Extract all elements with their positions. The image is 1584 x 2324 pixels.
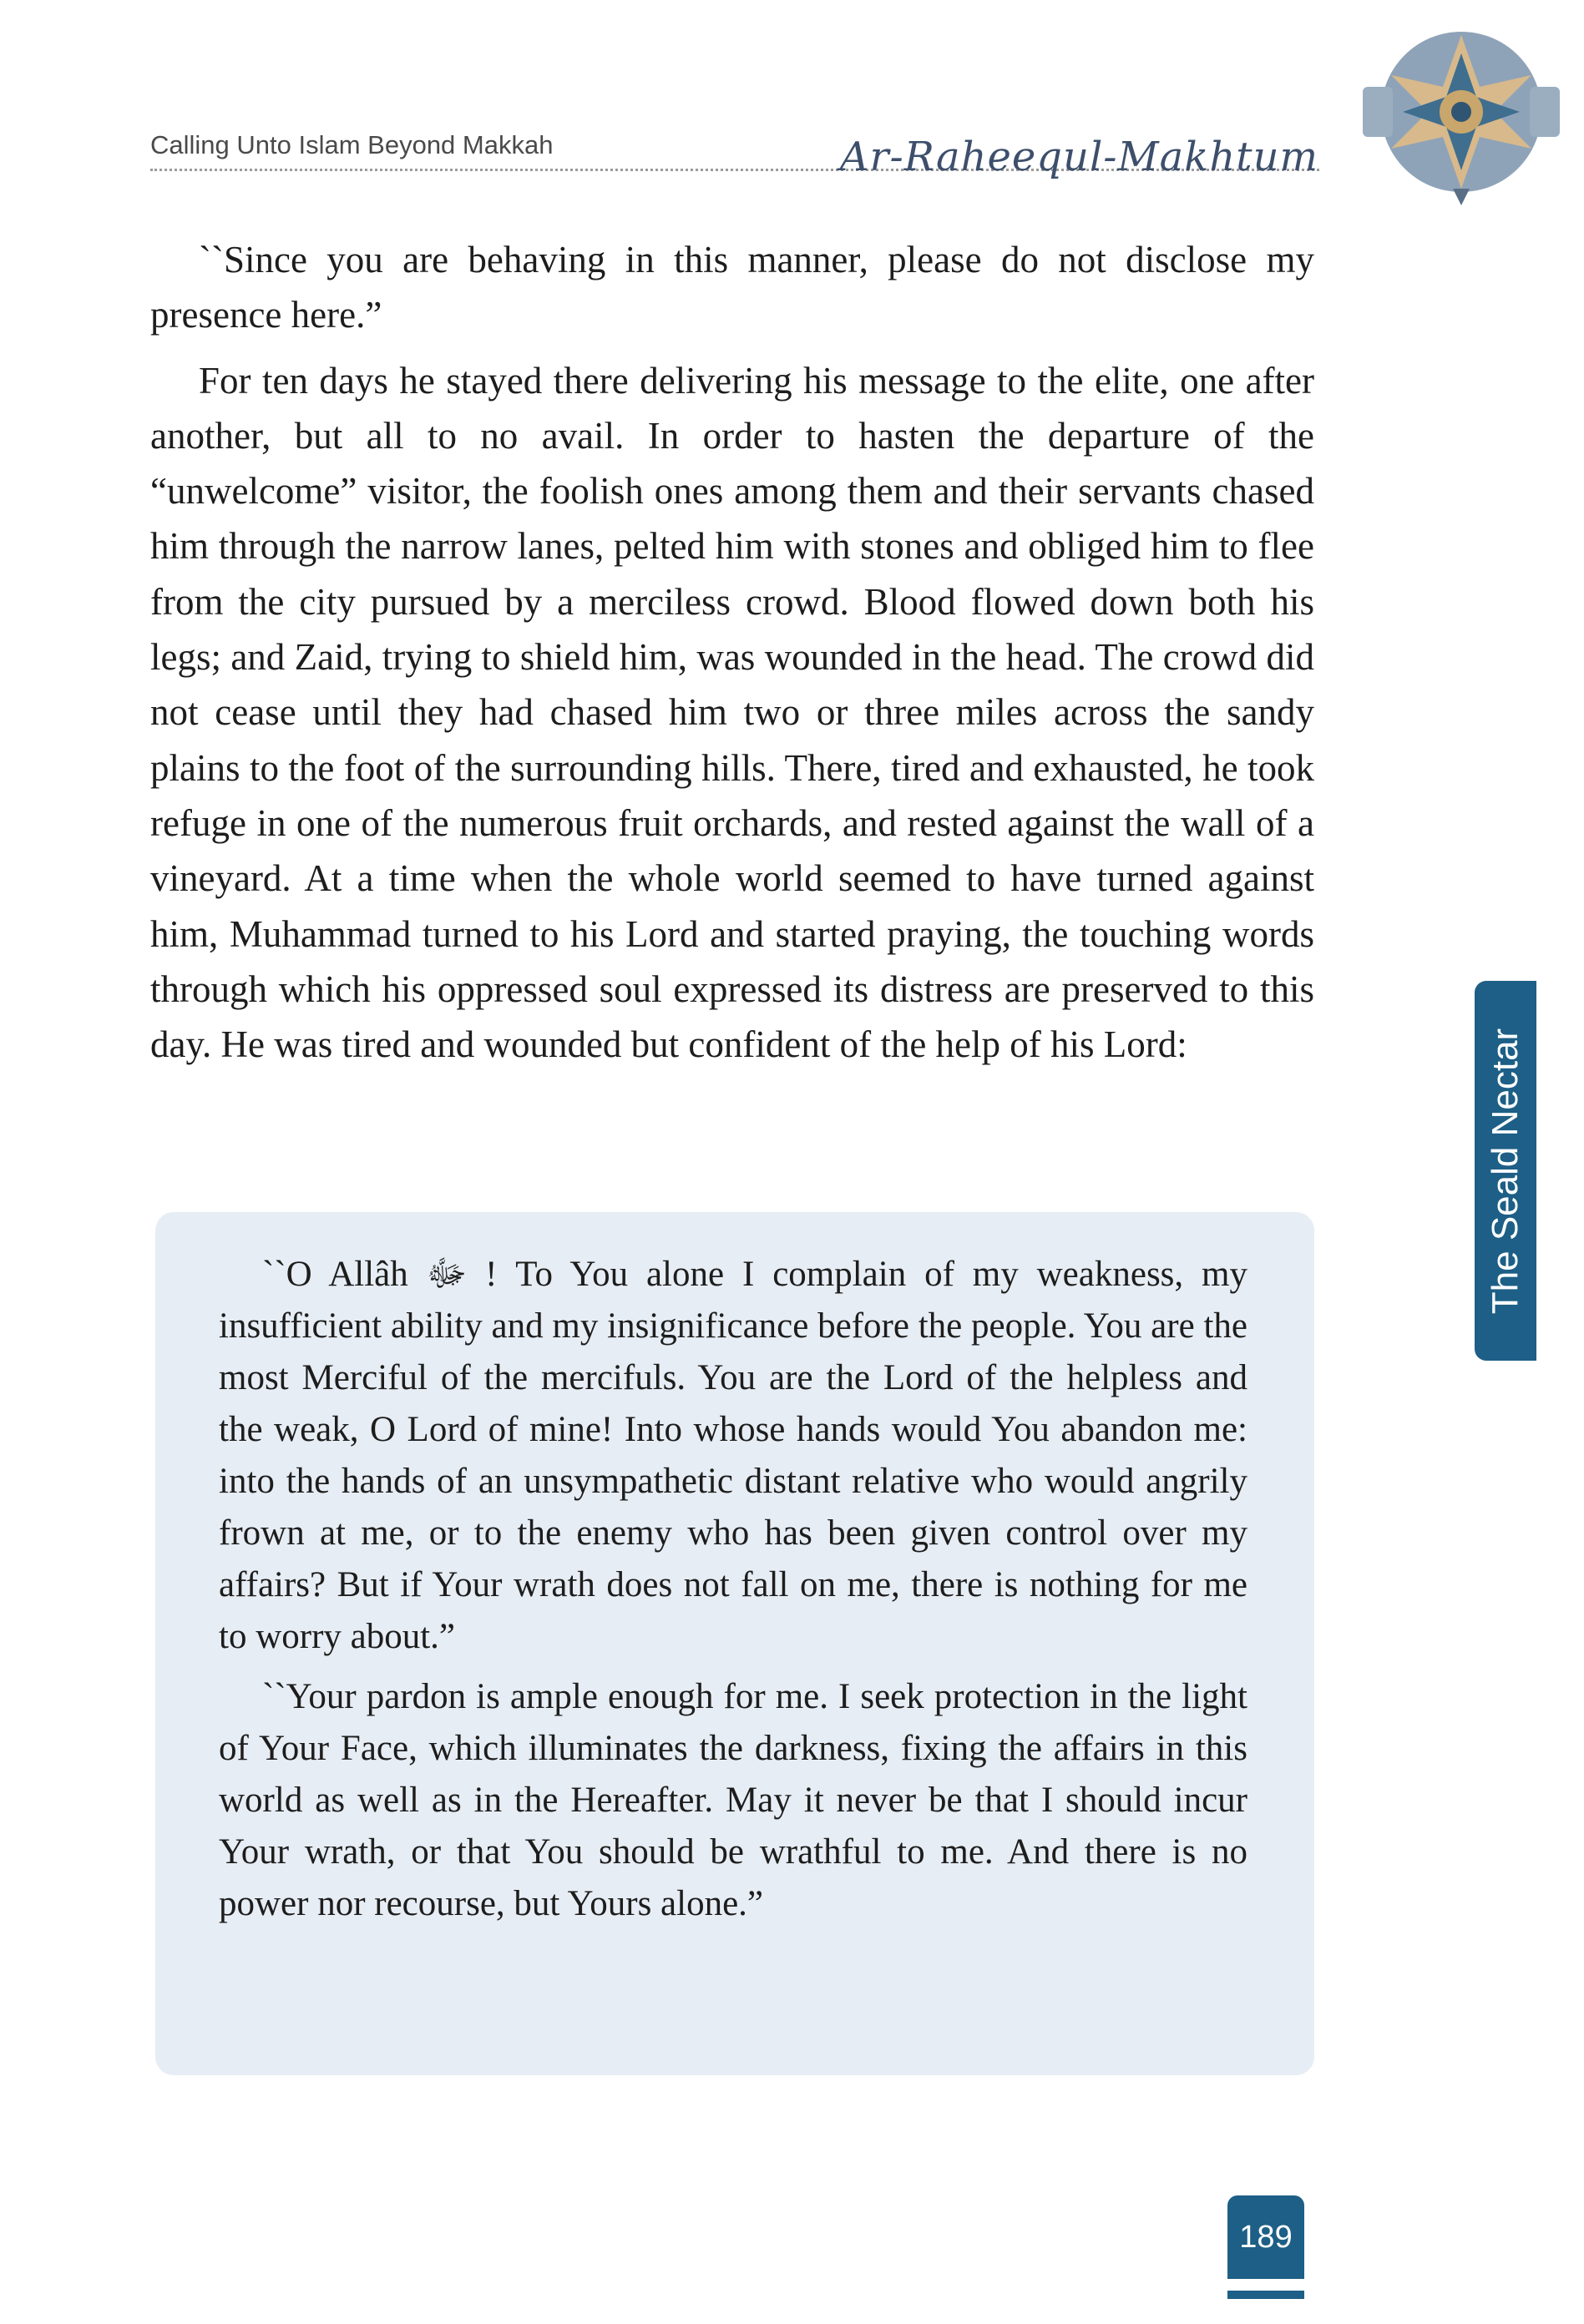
side-tab-label: The Seald Nectar [1485, 1028, 1526, 1314]
side-tab [1475, 981, 1536, 1361]
quote-paragraph: ``Your pardon is ample enough for me. I seek protection in the light of Your Face, which illuminates the darkness, fixing the affairs in this world as well as in the Hereafter. May it never be that I should incur Your wrath, or that You should be wrathful to me. And there is no power nor recourse, but Yours alone.” [219, 1677, 1247, 1923]
quote-paragraph: ``O Allâh ﷻ ! To You alone I complain of my weakness, my insufficient ability and my insignificance before the people. You are the most Merciful of the mercifuls. You are the Lord of the helpless and the weak, O Lord of mine! Into whose hands would You abandon me: into the hands of an unsympathetic distant relative who would angrily frown at me, or to the enemy who has been given control over my affairs? But if Your wrath does not fall on me, there is nothing for me to worry about.” [219, 1255, 1247, 1656]
ornament-icon [1353, 25, 1570, 209]
page-number: 189 [1227, 2195, 1304, 2279]
body-paragraph: For ten days he stayed there delivering his message to the elite, one after another, but all to no avail. In order to hasten the departure of the “unwelcome” visitor, the foolish ones among them and their servants chased him through the narrow lanes, pelted him with stones and obliged him to flee from the city pursued by a merciless crowd. Blood flowed down both his legs; and Zaid, trying to shield him, was wounded in the head. The crowd did not cease until they had chased him two or three miles across the sandy plains to the foot of the surrounding hills. There, tired and exhausted, he took refuge in one of the numerous fruit orchards, and rested against the wall of a vineyard. At a time when the whole world seemed to have turned against him, Muhammad turned to his Lord and started praying, the touching words through which his oppressed soul expressed its distress are preserved to this day. He was tired and wounded but confident of the help of his Lord: [150, 359, 1314, 1066]
chapter-title: Calling Unto Islam Beyond Makkah [150, 130, 554, 159]
body-text [150, 232, 1314, 1072]
quote-text [219, 1249, 1247, 1930]
body-paragraph: ``Since you are behaving in this manner, please do not disclose my presence here.” [150, 239, 1314, 336]
book-title: Ar-Raheequl-Makhtum [839, 134, 1318, 180]
page-number-bar [1227, 2291, 1304, 2299]
